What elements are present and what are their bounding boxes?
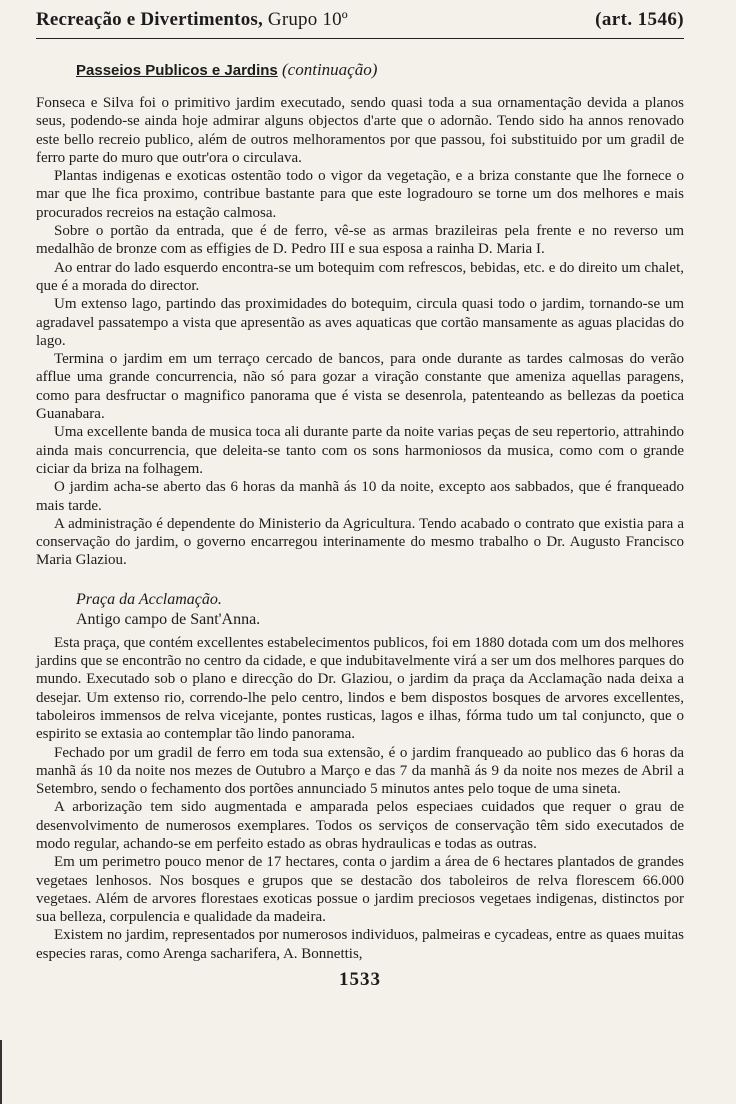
section1-body	[36, 94, 684, 570]
paragraph: Fechado por um gradil de ferro em toda sua extensão, é o jardim franqueado ao publico das 6 horas da manhã ás 10 da noite nos mezes de Outubro a Março e das 7 da manhã ás 9 da noite nos mezes de Abril a Setembro, sendo o fechamento dos portões annunciado 5 minutos antes pelo toque de uma sineta.	[36, 744, 684, 798]
paragraph: Fonseca e Silva foi o primitivo jardim executado, sendo quasi toda a sua ornamentação devida a planos seus, podendo-se ainda hoje admirar alguns objectos d'arte que o adornão. Tendo sido ha annos renovado este bello recreio publico, além de outros melhoramentos por que passou, foi substituido por um gradil de ferro parte do muro que outr'ora o circulava.	[36, 95, 684, 166]
paragraph: A administração é dependente do Ministerio da Agricultura. Tendo acabado o contrato que existia para a conservação do jardim, o governo encarregou interinamente do mesmo trabalho o Dr. Augusto Francisco Maria Glaziou.	[36, 515, 684, 569]
page-number: 1533	[339, 969, 381, 991]
subsection-heading	[76, 590, 684, 630]
header-title: Recreação e Divertimentos, Grupo 10º	[36, 9, 348, 30]
section-continuation: (continuação)	[282, 60, 378, 79]
section-name: Passeios Publicos e Jardins	[76, 62, 278, 79]
paragraph: O jardim acha-se aberto das 6 horas da manhã ás 10 da noite, excepto aos sabbados, que é franqueado mais tarde.	[36, 479, 684, 514]
subsection-title: Praça da Acclamação.	[76, 590, 222, 608]
paragraph: Uma excellente banda de musica toca ali durante parte da noite varias peças de seu repertorio, attrahindo ainda mais concurrencia, que deleita-se tanto com os sons harmoniosos da musica, como com o grande ciciar da briza na folhagem.	[36, 424, 684, 477]
binding-edge-mark	[0, 1040, 2, 1104]
paragraph: Existem no jardim, representados por numerosos individuos, palmeiras e cycadeas, entre as quaes muitas especies raras, como Arenga sacharifera, A. Bonnettis,	[36, 927, 684, 962]
paragraph: Termina o jardim em um terraço cercado de bancos, para onde durante as tardes calmosas do verão afflue uma grande concurrencia, não só para gozar a viração constante que ameniza aquellas paragens, como para desfructar o magnifico panorama que é vista se desenrola, patenteando as bellezas da poetica Guanabara.	[36, 351, 684, 423]
paragraph: Esta praça, que contém excellentes estabelecimentos publicos, foi em 1880 dotada com um dos melhores jardins que se encontrão no centro da cidade, e que indubitavelmente virá a ser um dos melhores parques do mundo. Executado sob o plano e direcção do Dr. Glaziou, o jardim da praça da Acclamação nada deixa a desejar. Um extenso rio, correndo-lhe pelo centro, lindos e bem dispostos bosques de arvores excellentes, taboleiros immensos de relva vicejante, pontes rusticas, lagos e ilhas, fórma tudo um tal conjuncto, que o espirito se extasia ao contemplar tão lindo panorama.	[36, 634, 684, 743]
running-header	[36, 8, 684, 34]
section2-body	[36, 634, 684, 963]
paragraph: Ao entrar do lado esquerdo encontra-se um botequim com refrescos, bebidas, etc. e do direito um chalet, que é a morada do director.	[36, 259, 684, 294]
document-page	[36, 8, 684, 991]
header-group: Grupo 10º	[267, 9, 348, 30]
header-rule	[36, 38, 684, 39]
paragraph: Um extenso lago, partindo das proximidades do botequim, circula quasi todo o jardim, tornando-se um agradavel passatempo a vista que apresentão as aves aquaticas que cortão mansamente as aguas placidas do lago.	[36, 296, 684, 349]
section-heading	[76, 59, 684, 82]
paragraph: Plantas indigenas e exoticas ostentão todo o vigor da vegetação, e a briza constante que lhe fornece o mar que lhe fica proximo, contribue bastante para que este logradouro se torne um dos melhores e mais procurados recreios na estação calmosa.	[36, 168, 684, 221]
header-article: (art. 1546)	[595, 9, 684, 30]
paragraph: Sobre o portão da entrada, que é de ferro, vê-se as armas brazileiras pela frente e no reverso um medalhão de bronze com as effigies de D. Pedro III e sua esposa a rainha D. Maria I.	[36, 223, 684, 258]
subsection-subtitle: Antigo campo de Sant'Anna.	[76, 610, 261, 628]
paragraph: A arborização tem sido augmentada e amparada pelos especiaes cuidados que requer o grau de desenvolvimento de numerosos exemplares. Todos os serviços de conservação têm sido executados de modo regular, achando-se em perfeito estado as obras hydraulicas e todas as outras.	[36, 799, 684, 852]
paragraph: Em um perimetro pouco menor de 17 hectares, conta o jardim a área de 6 hectares plantados de grandes vegetaes lenhosos. Nos bosques e grupos que se destacão dos taboleiros de relva florescem 66.000 vegetaes. Além de arvores florestaes exoticas possue o jardim preciosos vegetaes indigenas, distinctos por sua belleza, corpulencia e qualidade da madeira.	[36, 854, 684, 926]
